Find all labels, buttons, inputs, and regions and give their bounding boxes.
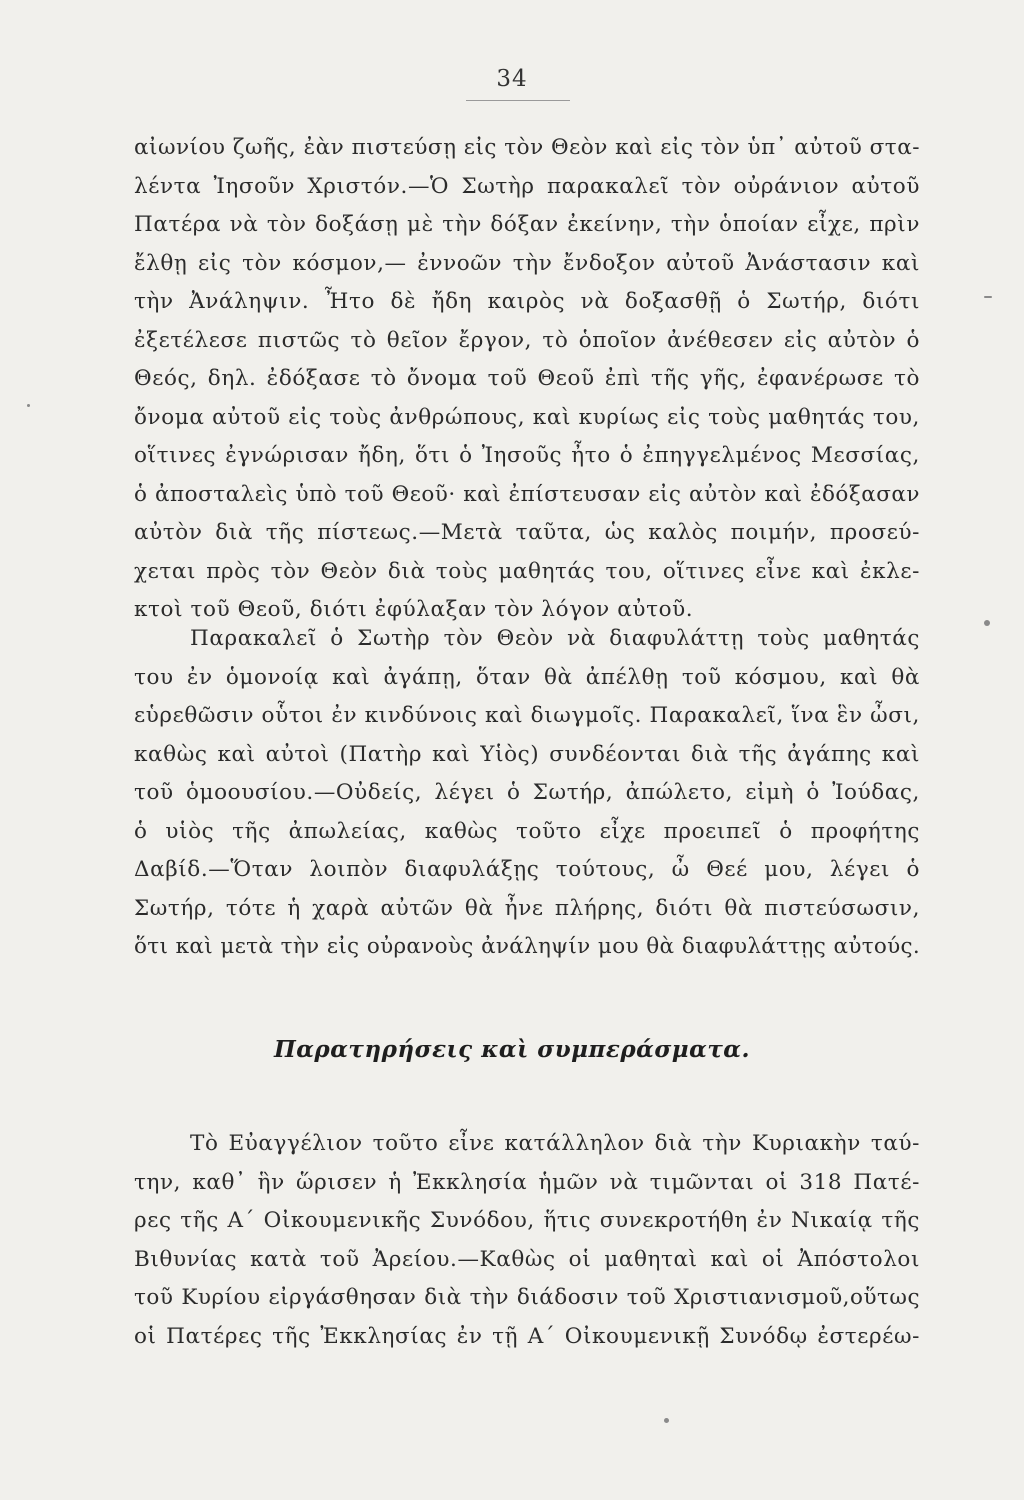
text-line: τοῦ Κυρίου εἰργάσθησαν διὰ τὴν διάδοσιν τοῦ Χριστιανισμοῦ,οὕτως [134,1285,920,1310]
text-line: Σωτήρ, τότε ἡ χαρὰ αὐτῶν θὰ ἦνε πλήρης, διότι θὰ πιστεύσωσιν, [134,895,920,921]
text-line: χεται πρὸς τὸν Θεὸν διὰ τοὺς μαθητάς του, οἵτινες εἶνε καὶ ἐκλε- [134,558,920,584]
text-line: ἐξετέλεσε πιστῶς τὸ θεῖον ἔργον, τὸ ὁποῖον ἀνέθεσεν εἰς αὐτὸν ὁ [134,327,920,353]
text-line: τοῦ ὁμοουσίου.—Οὐδείς, λέγει ὁ Σωτήρ, ἀπώλετο, εἰμὴ ὁ Ἰούδας, [134,780,920,805]
ink-speck [984,620,990,626]
header-rule [466,100,570,101]
text-line: λέντα Ἰησοῦν Χριστόν.—Ὁ Σωτὴρ παρακαλεῖ τὸν οὐράνιον αὐτοῦ [134,173,920,199]
paragraph-1 [134,129,920,630]
text-line: αἰωνίου ζωῆς, ἐὰν πιστεύσῃ εἰς τὸν Θεὸν καὶ εἰς τὸν ὑπ᾽ αὐτοῦ στα- [134,135,920,160]
text-line: ὅτι καὶ μετὰ τὴν εἰς οὐρανοὺς ἀνάληψίν μου θὰ διαφυλάττῃς αὐτούς. [134,934,920,959]
ink-speck [27,404,30,407]
paragraph-3 [134,1125,920,1356]
text-line: ὁ ἀποσταλεὶς ὑπὸ τοῦ Θεοῦ· καὶ ἐπίστευσαν εἰς αὐτὸν καὶ ἐδόξασαν [134,481,920,507]
text-line: Τὸ Εὐαγγέλιον τοῦτο εἶνε κατάλληλον διὰ τὴν Κυριακὴν ταύ- [190,1131,920,1156]
text-line: οἱ Πατέρες τῆς Ἐκκλησίας ἐν τῇ Α΄ Οἰκουμενικῇ Συνόδῳ ἐστερέω- [134,1323,920,1349]
text-line: οἵτινες ἐγνώρισαν ἤδη, ὅτι ὁ Ἰησοῦς ἦτο ὁ ἐπηγγελμένος Μεσσίας, [134,443,920,468]
text-line: Δαβίδ.—Ὅταν λοιπὸν διαφυλάξῃς τούτους, ὦ Θεέ μου, λέγει ὁ [134,857,920,882]
text-line: ρες τῆς Α΄ Οἰκουμενικῆς Συνόδου, ἥτις συνεκροτήθη ἐν Νικαίᾳ τῆς [134,1208,920,1233]
paragraph-2 [134,620,920,967]
text-line: την, καθ᾽ ἣν ὥρισεν ἡ Ἐκκλησία ἡμῶν νὰ τιμῶνται οἱ 318 Πατέ- [134,1169,920,1195]
text-line: αὐτὸν διὰ τῆς πίστεως.—Μετὰ ταῦτα, ὡς καλὸς ποιμήν, προσεύ- [134,520,920,545]
ink-speck [664,1418,669,1423]
text-line: Πατέρα νὰ τὸν δοξάσῃ μὲ τὴν δόξαν ἐκείνην, τὴν ὁποίαν εἶχε, πρὶν [134,212,920,237]
text-line: Παρακαλεῖ ὁ Σωτὴρ τὸν Θεὸν νὰ διαφυλάττῃ τοὺς μαθητάς [190,626,920,651]
section-heading: Παρατηρήσεις καὶ συμπεράσματα. [273,1036,751,1063]
text-line: καθὼς καὶ αὐτοὶ (Πατὴρ καὶ Υἱὸς) συνδέονται διὰ τῆς ἀγάπης καὶ [134,741,920,767]
text-line: του ἐν ὁμονοίᾳ καὶ ἀγάπῃ, ὅταν θὰ ἀπέλθῃ τοῦ κόσμου, καὶ θὰ [134,664,920,690]
text-line: Βιθυνίας κατὰ τοῦ Ἀρείου.—Καθὼς οἱ μαθηταὶ καὶ οἱ Ἀπόστολοι [134,1246,920,1272]
text-line: κτοὶ τοῦ Θεοῦ, διότι ἐφύλαξαν τὸν λόγον αὐτοῦ. [134,597,694,622]
ink-speck [984,296,992,298]
text-line: ὁ υἱὸς τῆς ἀπωλείας, καθὼς τοῦτο εἶχε προειπεῖ ὁ προφήτης [134,818,920,844]
text-line: Θεός, δηλ. ἐδόξασε τὸ ὄνομα τοῦ Θεοῦ ἐπὶ τῆς γῆς, ἐφανέρωσε τὸ [134,366,920,391]
page-number: 34 [496,66,528,92]
text-line: τὴν Ἀνάληψιν. Ἦτο δὲ ἤδη καιρὸς νὰ δοξασθῇ ὁ Σωτήρ, διότι [134,289,920,314]
text-line: ἔλθῃ εἰς τὸν κόσμον,— ἐννοῶν τὴν ἔνδοξον αὐτοῦ Ἀνάστασιν καὶ [134,250,920,276]
text-line: εὑρεθῶσιν οὗτοι ἐν κινδύνοις καὶ διωγμοῖς. Παρακαλεῖ, ἵνα ἓν ὦσι, [134,703,920,728]
text-line: ὄνομα αὐτοῦ εἰς τοὺς ἀνθρώπους, καὶ κυρίως εἰς τοὺς μαθητάς του, [134,404,920,430]
